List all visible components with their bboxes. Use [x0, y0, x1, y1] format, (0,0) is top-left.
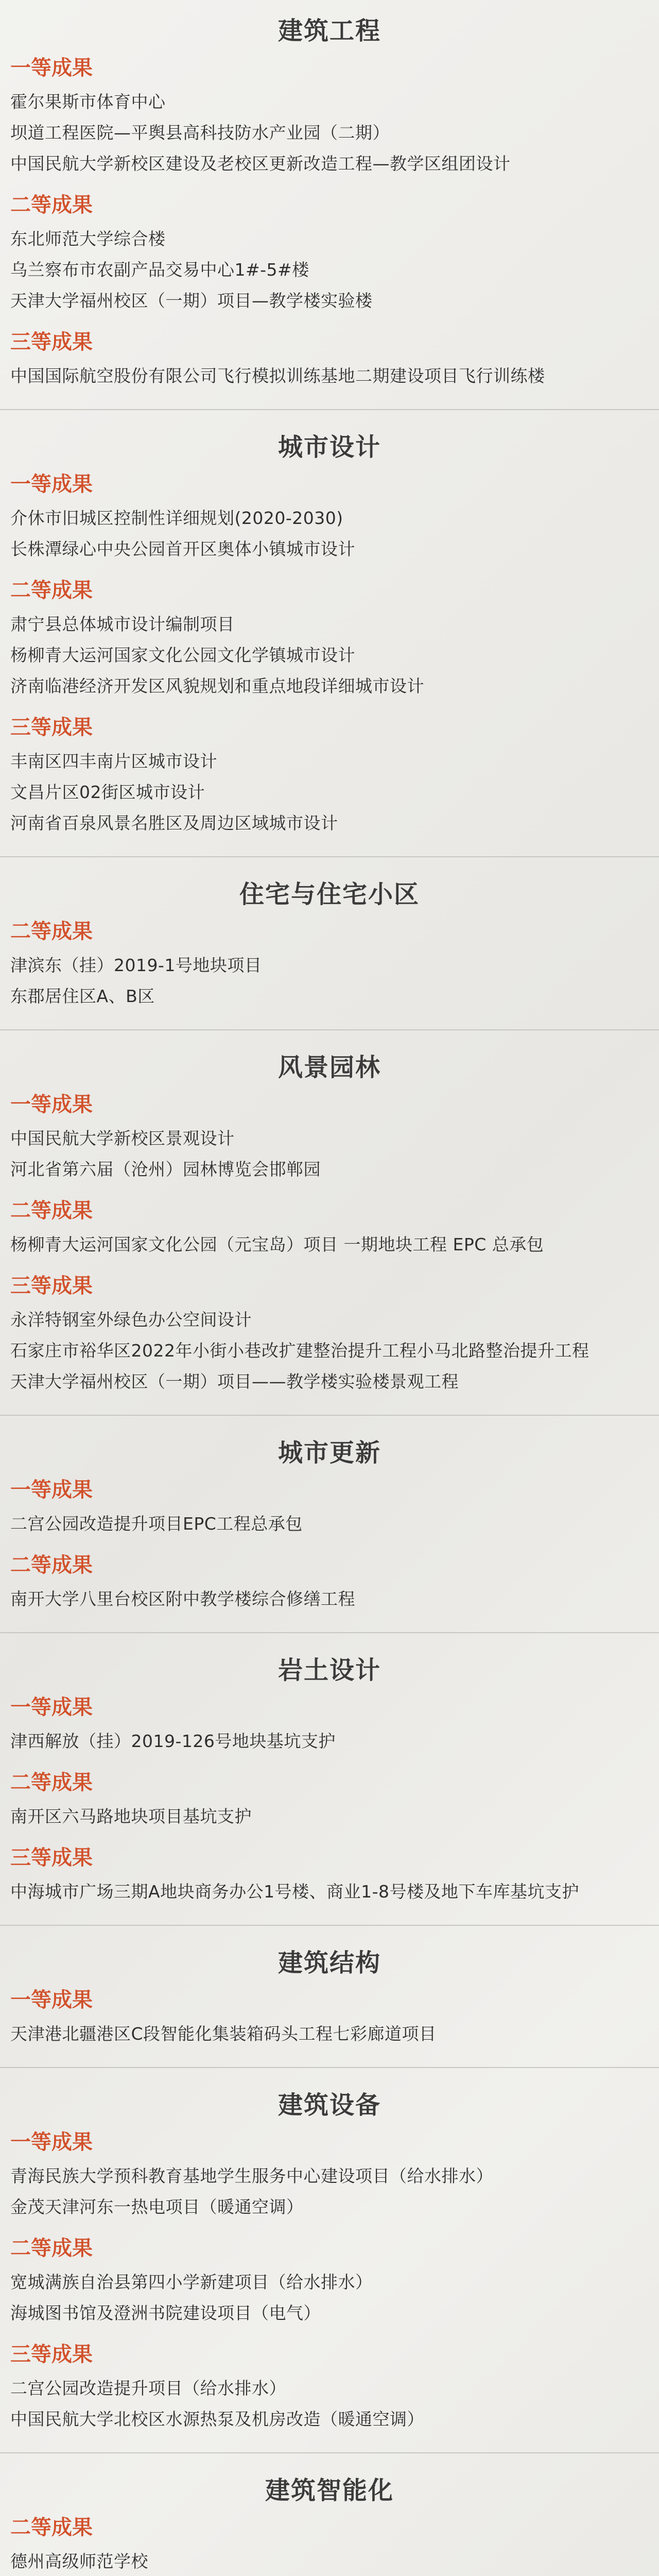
grade-heading: 三等成果 [10, 2343, 93, 2366]
grade-group [10, 1843, 649, 1907]
grade-group [10, 2513, 649, 2576]
project-item: 长株潭绿心中央公园首开区奥体小镇城市设计 [10, 539, 355, 559]
project-item: 天津大学福州校区（一期）项目—教学楼实验楼 [10, 291, 373, 311]
grade-heading: 二等成果 [10, 1553, 93, 1577]
project-item: 河南省百泉风景名胜区及周边区域城市设计 [10, 813, 338, 833]
project-item: 中国民航大学北校区水源热泵及机房改造（暖通空调） [10, 2409, 424, 2429]
project-item: 南开区六马路地块项目基坑支护 [10, 1806, 252, 1826]
grade-heading: 二等成果 [10, 1771, 93, 1794]
project-item: 杨柳青大运河国家文化公园文化学镇城市设计 [10, 645, 355, 665]
award-category-section [0, 1946, 659, 2049]
grade-group [10, 713, 649, 839]
grade-group [10, 576, 649, 702]
grade-heading: 二等成果 [10, 193, 93, 217]
grade-heading: 二等成果 [10, 2236, 93, 2260]
grade-heading: 二等成果 [10, 920, 93, 943]
category-title: 建筑结构 [278, 1948, 381, 1977]
category-title: 建筑智能化 [265, 2476, 394, 2505]
award-category-section [0, 1051, 659, 1397]
grade-group [10, 1272, 649, 1397]
project-item: 东北师范大学综合楼 [10, 229, 166, 249]
award-category-section [0, 14, 659, 392]
grade-group [10, 1090, 649, 1185]
section-divider [0, 2452, 659, 2453]
grade-group [10, 2234, 649, 2329]
project-item: 天津大学福州校区（一期）项目——教学楼实验楼景观工程 [10, 1371, 459, 1392]
project-item: 中国国际航空股份有限公司飞行模拟训练基地二期建设项目飞行训练楼 [10, 366, 545, 386]
grade-group [10, 917, 649, 1012]
category-title: 城市设计 [278, 433, 381, 462]
project-item: 乌兰察布市农副产品交易中心1#-5#楼 [10, 260, 309, 280]
category-title: 住宅与住宅小区 [239, 880, 420, 909]
project-item: 中国民航大学新校区建设及老校区更新改造工程—教学区组团设计 [10, 154, 511, 174]
project-item: 永洋特钢室外绿色办公空间设计 [10, 1310, 252, 1330]
project-item: 河北省第六届（沧州）园林博览会邯郸园 [10, 1159, 321, 1179]
grade-group [10, 2340, 649, 2435]
category-title: 风景园林 [278, 1053, 381, 1082]
grade-group [10, 470, 649, 565]
grade-heading: 二等成果 [10, 2516, 93, 2539]
grade-group [10, 191, 649, 316]
project-item: 中国民航大学新校区景观设计 [10, 1128, 235, 1148]
grade-heading: 一等成果 [10, 56, 93, 80]
project-item: 丰南区四丰南片区城市设计 [10, 751, 217, 771]
award-category-section [0, 431, 659, 839]
project-item: 二宫公园改造提升项目（给水排水） [10, 2378, 286, 2398]
grade-heading: 二等成果 [10, 1199, 93, 1223]
section-divider [0, 1632, 659, 1633]
project-item: 津西解放（挂）2019-126号地块基坑支护 [10, 1731, 336, 1751]
project-item: 海城图书馆及澄洲书院建设项目（电气） [10, 2303, 321, 2323]
grade-group [10, 1693, 649, 1757]
section-divider [0, 2067, 659, 2068]
project-item: 肃宁县总体城市设计编制项目 [10, 614, 235, 634]
project-item: 霍尔果斯市体育中心 [10, 92, 166, 112]
grade-heading: 三等成果 [10, 1846, 93, 1870]
project-item: 坝道工程医院—平舆县高科技防水产业园（二期） [10, 123, 390, 143]
award-category-section [0, 878, 659, 1012]
project-item: 青海民族大学预科教育基地学生服务中心建设项目（给水排水） [10, 2166, 493, 2186]
grade-heading: 一等成果 [10, 1988, 93, 2012]
grade-heading: 三等成果 [10, 330, 93, 354]
grade-group [10, 1768, 649, 1832]
grade-group [10, 1551, 649, 1615]
project-item: 杨柳青大运河国家文化公园（元宝岛）项目 一期地块工程 EPC 总承包 [10, 1234, 544, 1255]
grade-heading: 一等成果 [10, 1696, 93, 1719]
grade-heading: 一等成果 [10, 1093, 93, 1116]
project-item: 南开大学八里台校区附中教学楼综合修缮工程 [10, 1589, 355, 1609]
grade-group [10, 2128, 649, 2223]
grade-group [10, 1476, 649, 1539]
category-title: 建筑设备 [278, 2091, 381, 2120]
grade-group [10, 1986, 649, 2049]
grade-group [10, 328, 649, 392]
award-category-section [0, 2089, 659, 2435]
category-title: 建筑工程 [278, 16, 381, 45]
award-category-section [0, 2474, 659, 2576]
award-category-section [0, 1436, 659, 1615]
project-item: 介休市旧城区控制性详细规划(2020-2030) [10, 508, 343, 528]
section-divider [0, 1925, 659, 1926]
section-divider [0, 856, 659, 857]
project-item: 济南临港经济开发区风貌规划和重点地段详细城市设计 [10, 676, 424, 696]
project-item: 津滨东（挂）2019-1号地块项目 [10, 955, 262, 975]
category-title: 城市更新 [278, 1438, 381, 1467]
grade-group [10, 1196, 649, 1260]
grade-heading: 一等成果 [10, 1478, 93, 1502]
project-item: 文昌片区02街区城市设计 [10, 782, 205, 802]
project-item: 德州高级师范学校 [10, 2551, 148, 2571]
grade-heading: 二等成果 [10, 579, 93, 602]
section-divider [0, 409, 659, 410]
project-item: 石家庄市裕华区2022年小街小巷改扩建整治提升工程小马北路整治提升工程 [10, 1341, 589, 1361]
award-category-section [0, 1654, 659, 1907]
project-item: 二宫公园改造提升项目EPC工程总承包 [10, 1514, 303, 1534]
section-divider [0, 1029, 659, 1030]
grade-heading: 三等成果 [10, 716, 93, 739]
project-item: 中海城市广场三期A地块商务办公1号楼、商业1-8号楼及地下车库基坑支护 [10, 1882, 579, 1902]
grade-heading: 一等成果 [10, 472, 93, 496]
project-item: 东郡居住区A、B区 [10, 986, 155, 1006]
section-divider [0, 1415, 659, 1416]
project-item: 宽城满族自治县第四小学新建项目（给水排水） [10, 2272, 373, 2292]
project-item: 天津港北疆港区C段智能化集装箱码头工程七彩廊道项目 [10, 2024, 437, 2044]
project-item: 金茂天津河东一热电项目（暖通空调） [10, 2197, 304, 2217]
category-title: 岩土设计 [278, 1656, 381, 1685]
grade-heading: 一等成果 [10, 2130, 93, 2154]
grade-group [10, 54, 649, 179]
grade-heading: 三等成果 [10, 1274, 93, 1298]
